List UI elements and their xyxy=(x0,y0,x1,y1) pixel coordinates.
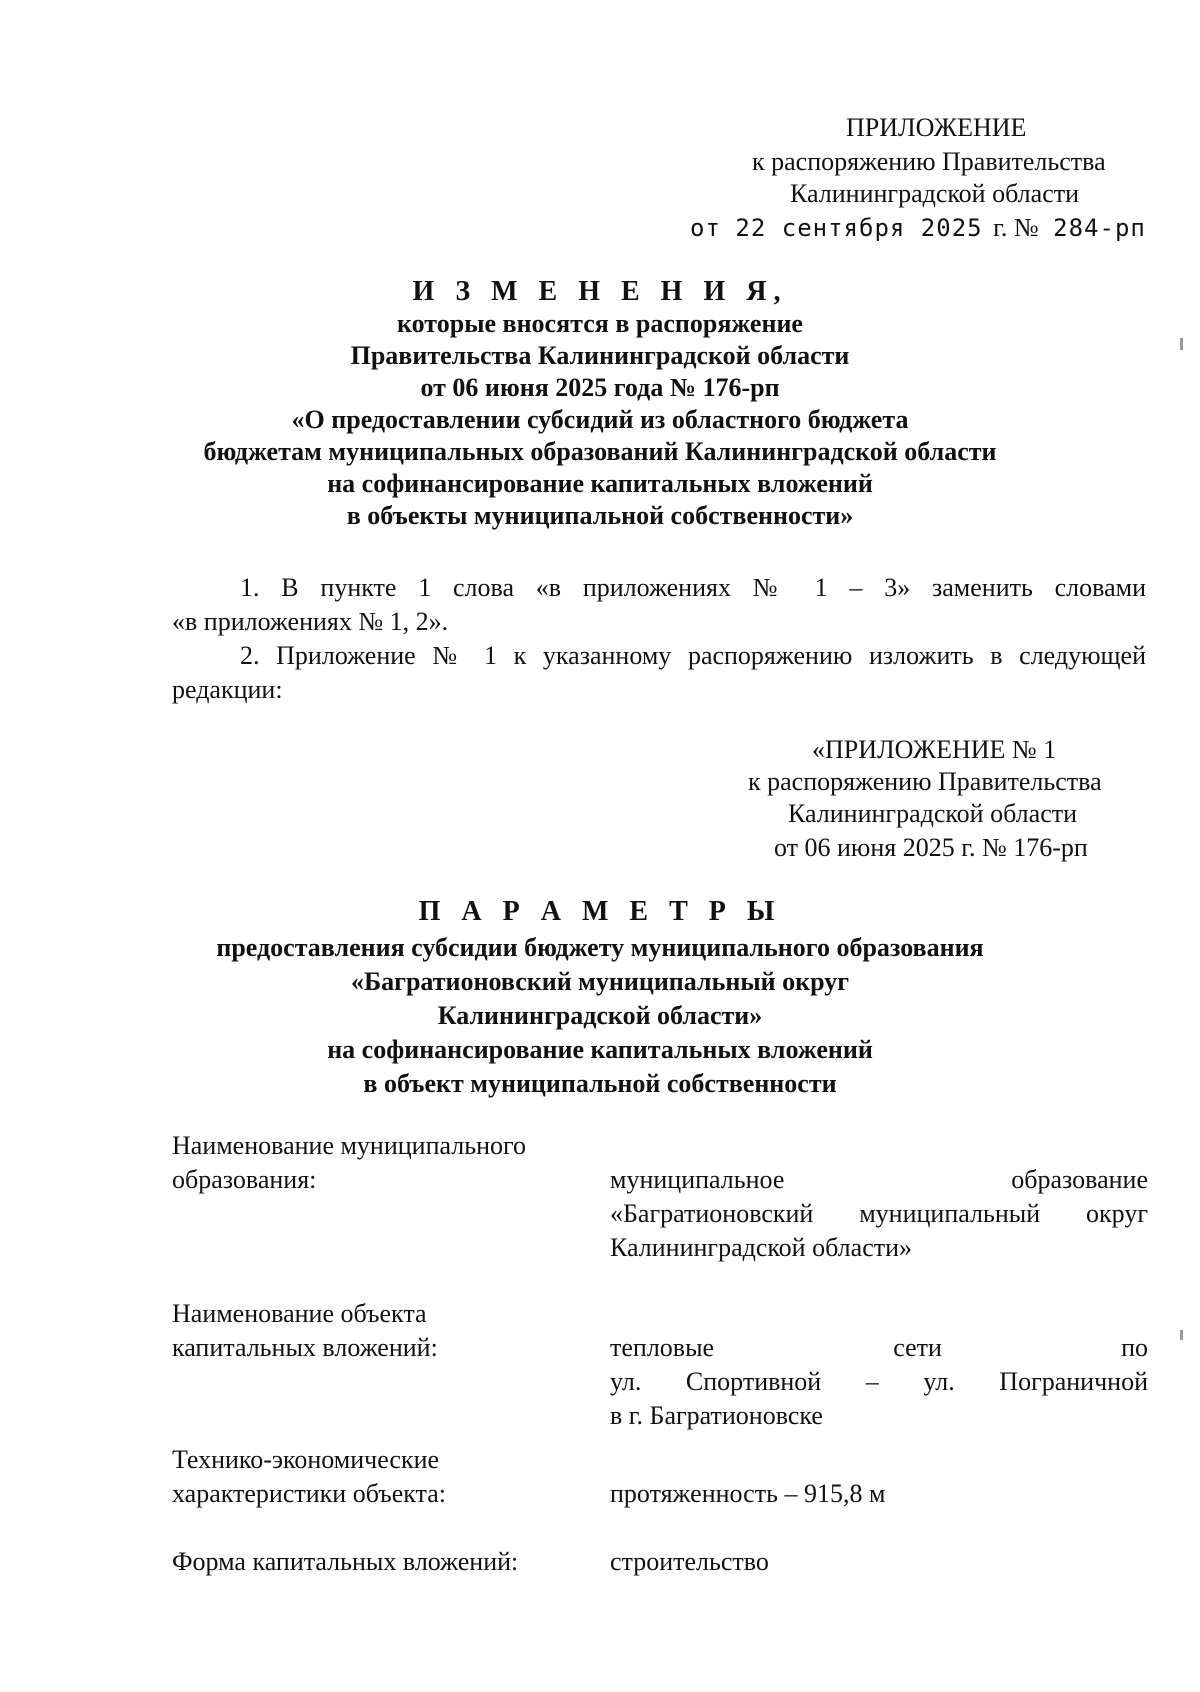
params-subtitle-line: «Багратионовский муниципальный округ xyxy=(350,967,850,996)
changes-subtitle-line: Правительства Калининградской области xyxy=(350,341,850,370)
annex-order-line: к распоряжению Правительства xyxy=(748,767,1102,796)
paragraph-2-line-2: редакции: xyxy=(172,675,283,704)
params-subtitle-line: в объект муниципальной собственности xyxy=(363,1069,837,1098)
paragraph-2-line-1: 2. Приложение № 1 к указанному распоряжению изложить в следующей xyxy=(240,641,1146,670)
header-date-prefix: от xyxy=(690,214,721,242)
header-date-value: 22 сентября 2025 xyxy=(735,214,983,242)
changes-subtitle-line: от 06 июня 2025 года № 176-рп xyxy=(420,373,780,402)
param-label-line: капитальных вложений: xyxy=(172,1333,438,1362)
header-order-line: к распоряжению Правительства xyxy=(752,147,1106,176)
param-value-line: ул. Спортивной – ул. Пограничной xyxy=(610,1367,1148,1396)
param-value-line: в г. Багратионовске xyxy=(610,1401,823,1430)
params-subtitle-line: Калининградской области» xyxy=(437,1001,763,1030)
paragraph-1-line-2: «в приложениях № 1, 2». xyxy=(172,607,449,636)
param-value-line: Калининградской области» xyxy=(610,1233,913,1262)
header-number-label: г. № xyxy=(993,213,1039,242)
params-subtitle-line: предоставления субсидии бюджету муниципального образования xyxy=(216,933,984,962)
changes-subtitle-line: которые вносятся в распоряжение xyxy=(397,309,803,338)
paragraph-1-line-1: 1. В пункте 1 слова «в приложениях № 1 – 3» заменить словами xyxy=(240,573,1146,602)
header-appendix-label: ПРИЛОЖЕНИЕ xyxy=(846,113,1027,142)
header-region-line: Калининградской области xyxy=(790,179,1080,208)
param-value-line: тепловые сети по xyxy=(610,1333,1148,1362)
changes-subtitle-line: бюджетам муниципальных образований Калининградской области xyxy=(203,437,997,466)
param-label-line: Технико-экономические xyxy=(172,1445,440,1474)
param-value-line: протяженность – 915,8 м xyxy=(610,1479,886,1508)
param-label-line: характеристики объекта: xyxy=(172,1479,447,1508)
changes-heading: И З М Е Н Е Н И Я, xyxy=(412,276,788,307)
param-value-line: строительство xyxy=(610,1547,769,1576)
params-heading: П А Р А М Е Т Р Ы xyxy=(418,896,782,927)
param-label-line: образования: xyxy=(172,1165,317,1194)
annex-appendix-label: «ПРИЛОЖЕНИЕ № 1 xyxy=(812,735,1057,764)
param-label-line: Наименование объекта xyxy=(172,1299,427,1328)
param-value-line: «Багратионовский муниципальный округ xyxy=(610,1199,1148,1228)
param-label-line: Форма капитальных вложений: xyxy=(172,1547,519,1576)
annex-date-line: от 06 июня 2025 г. № 176-рп xyxy=(774,833,1088,862)
annex-region-line: Калининградской области xyxy=(788,799,1078,828)
header-date-line xyxy=(690,212,1146,244)
changes-subtitle-line: на софинансирование капитальных вложений xyxy=(327,469,873,498)
header-number-value: 284-рп xyxy=(1053,214,1146,242)
changes-subtitle-line: в объекты муниципальной собственности» xyxy=(346,501,854,530)
changes-subtitle-line: «О предоставлении субсидий из областного бюджета xyxy=(291,405,909,434)
param-value-line: муниципальное образование xyxy=(610,1165,1148,1194)
scan-edge-mark xyxy=(1180,338,1183,350)
param-label-line: Наименование муниципального xyxy=(172,1131,527,1160)
params-subtitle-line: на софинансирование капитальных вложений xyxy=(327,1035,873,1064)
scan-edge-mark xyxy=(1180,1330,1183,1340)
